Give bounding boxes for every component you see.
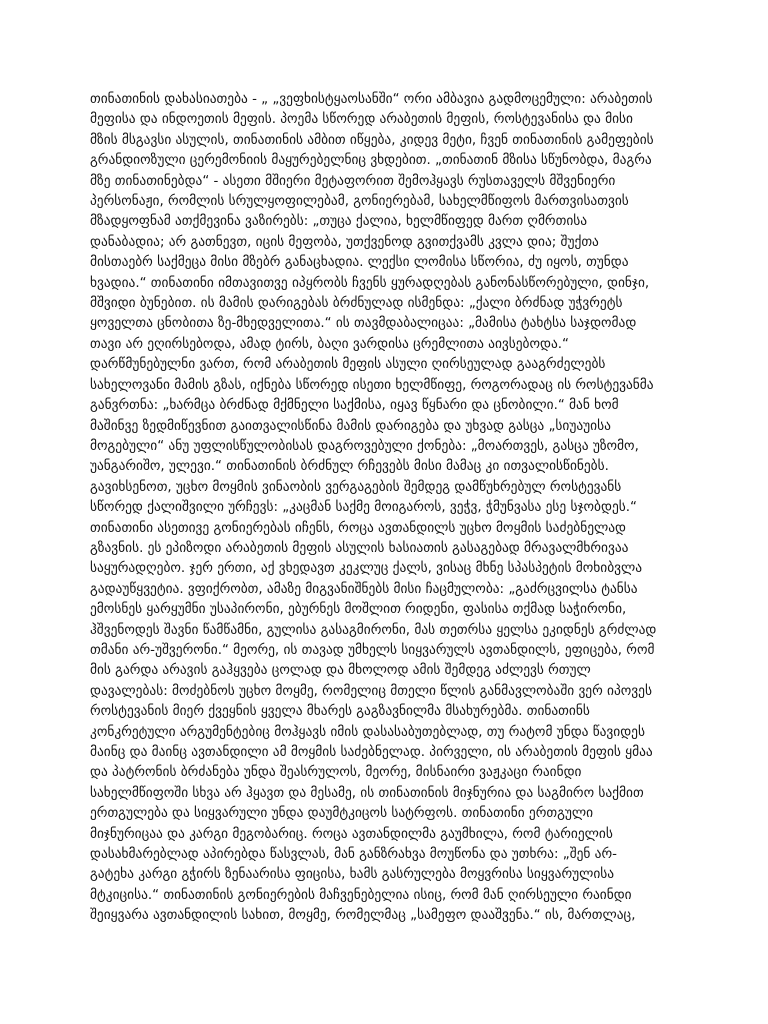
text-line: გადაუწყვეტია. ვფიქრობთ, ამაზე მიგვანიშნებს მისი ჩაცმულობა: „გაძრცვილსა ტანსა — [90, 581, 638, 597]
text-line: დანაბადია; არ გათნევთ, იცის მეფობა, უთქვენოდ გვითქვამს კვლა დია; შუქთა — [90, 234, 599, 250]
text-line: მზადყოფნამ ათქმევინა ვაზირებს: „თუცა ქალია, ხელმწიფედ მართ ღმრთისა — [90, 214, 588, 230]
text-line: მტკიცისა.“ თინათინის გონიერების მაჩვენებელია ისიც, რომ მან ღირსეული რაინდი — [90, 887, 632, 903]
text-line: დასახმარებლად აპირებდა წასვლას, მან განზრახვა მოუწონა და უთხრა: „შენ არ- — [90, 847, 617, 863]
text-line: მისთაებრ საქმეცა მისი მზებრ განაცხადია. ლექსი ლომისა სწორია, ძუ იყოს, თუნდა — [90, 255, 629, 271]
text-line: ემოსნეს ყარყუმნი უსაპირონი, ებურნეს მოშლით რიდენი, ფასისა თქმად საჭირონი, — [90, 602, 627, 618]
text-line: თინათინი ასეთივე გონიერებას იჩენს, როცა ავთანდილს უცხო მოყმის საძებნელად — [90, 520, 627, 536]
text-line: გავიხსენოთ, უცხო მოყმის ვინაობის ვერგაგების შემდეგ დამწუხრებულ როსტევანს — [90, 479, 622, 495]
text-line: ხვადია.“ თინათინი იმთავითვე იპყრობს ჩვენს ყურადღებას განონასწორებული, დინჯი, — [90, 275, 650, 291]
text-line: კონკრეტული არგუმენტებიც მოჰყავს იმის დასასაბუთებლად, თუ რატომ უნდა წავიდეს — [90, 724, 645, 740]
text-line: ჰშვენოდეს შავნი წამწამნი, გულისა გასაგმირონი, მას თეთრსა ყელსა ეკიდნეს გრძლად — [90, 622, 657, 638]
text-line: სახელოვანი მამის გზას, იქნება სწორედ ისეთი ხელმწიფე, როგორადაც ის როსტევანმა — [90, 377, 654, 393]
text-line: უანგარიშო, ულევი.“ თინათინის ბრძნულ რჩევებს მისი მამაც კი ითვალისწინებს. — [90, 459, 609, 475]
text-line: მიჯნურიცაა და კარგი მეგობარიც. როცა ავთანდილმა გაუმხილა, რომ ტარიელის — [90, 826, 613, 842]
text-line: მაინც და მაინც ავთანდილი ამ მოყმის საძებნელად. პირველი, ის არაბეთის მეფის ყმაა — [90, 745, 653, 760]
text-line: ყოველთა ცნობითა ზე-მხედველითა.“ ის თავმდაბალიცაა: „მამისა ტახტსა საჯდომად — [90, 316, 637, 332]
text-line: მზე თინათინებდა“ - ასეთი მშიერი მეტაფორით შემოჰყავს რუსთაველს მშვენიერი — [90, 173, 616, 189]
text-line: მოგებული“ ანუ უფლისწულობისას დაგროვებული ქონება: „მოართვეს, გასცა უზომო, — [90, 438, 639, 454]
text-line: თმანი არ-უშვერონი.“ მეორე, ის თავად უმხელს სიყვარულს ავთანდილს, ეფიცება, რომ — [90, 642, 655, 658]
text-line: მის გარდა არავის გაჰყვება ცოლად და მხოლოდ ამის შემდეგ აძლევს რთულ — [90, 663, 591, 679]
text-line: და პატრონის ბრძანება უნდა შეასრულოს, მეორე, მისნაირი ვაჟკაცი რაინდი — [90, 765, 582, 781]
text-line: დავალებას: მოძებნოს უცხო მოყმე, რომელიც მთელი წლის განმავლობაში ვერ იპოვეს — [90, 683, 652, 699]
text-line: როსტევანის მიერ ქვეყნის ყველა მხარეს გაგზავნილმა მსახურებმა. თინათინს — [90, 704, 590, 720]
text-line: პერსონაჟი, რომლის სრულყოფილებამ, გონიერებამ, სახელმწიფოს მართვისათვის — [90, 194, 629, 210]
text-line: დარწმუნებულნი ვართ, რომ არაბეთის მეფის ასული ღირსეულად გააგრძელებს — [90, 357, 606, 373]
text-line: სწორედ ქალიშვილი ურჩევს: „კაცმან საქმე მოიგაროს, ვეჭვ, ჭმუნვასა ესე სჯობდეს.“ — [90, 500, 637, 516]
text-line: გზავნის. ეს ეპიზოდი არაბეთის მეფის ასულის ხასიათის გასაგებად მრავალმხრივაა — [90, 540, 629, 556]
text-line: გრანდიოზული ცერემონიის მაყურებელნიც ვხდებით. „თინათინ მზისა სწუნობდა, მაგრა — [90, 153, 652, 169]
text-line: გატეხა კარგი გჭირს ზენაარისა ფიცისა, ხამს გასრულება მოყვრისა სიყვარულისა — [90, 867, 615, 883]
body-paragraph — [90, 90, 683, 927]
text-line: შეიყვარა ავთანდილის სახით, მოყმე, რომელმაც „სამეფო დააშვენა.“ ის, მართლაც, — [90, 908, 636, 924]
text-line: მეფისა და ინდოეთის მეფის. პოემა სწორედ არაბეთის მეფის, როსტევანისა და მისი — [90, 112, 633, 128]
text-line: საყურადღებო. ჯერ ერთი, აქ ვხედავთ კეკლუც ქალს, ვისაც მხნე სპასპეტის მოხიბვლა — [90, 561, 643, 577]
text-line: ერთგულება და სიყვარული უნდა დაუმტკიცოს სატრფოს. თინათინი ერთგული — [90, 806, 594, 822]
document-page — [90, 90, 683, 990]
text-line: მაშინვე ზედმიწევნით გაითვალისწინა მამის დარიგება და უხვად გასცა „სიუაუისა — [90, 418, 611, 434]
text-line: თავი არ ეღირსებოდა, ამად ტირს, ბაღი ვარდისა ცრემლითა აივსებოდა.“ — [90, 336, 569, 352]
text-line: განვრთნა: „ხარმცა ბრძნად მქმნელი საქმისა, იყავ წყნარი და ცნობილი.“ მან ხომ — [90, 398, 619, 414]
text-line: მზის მსგავსი ასულის, თინათინის ამბით იწყება, კიდევ მეტი, ჩვენ თინათინის გამეფების — [90, 132, 654, 148]
text-line: მშვიდი ბუნებით. ის მამის დარიგებას ბრძნულად ისმენდა: „ქალი ბრძნად უჭვრეტს — [90, 296, 623, 312]
text-line: სახელმწიფოში სხვა არ ჰყავთ და მესამე, ის თინათინის მიჯნურია და საგმირო საქმით — [90, 785, 644, 801]
text-line: თინათინის დახასიათება - „ „ვეფხისტყაოსანში“ ორი ამბავია გადმოცემული: არაბეთის — [90, 92, 653, 107]
